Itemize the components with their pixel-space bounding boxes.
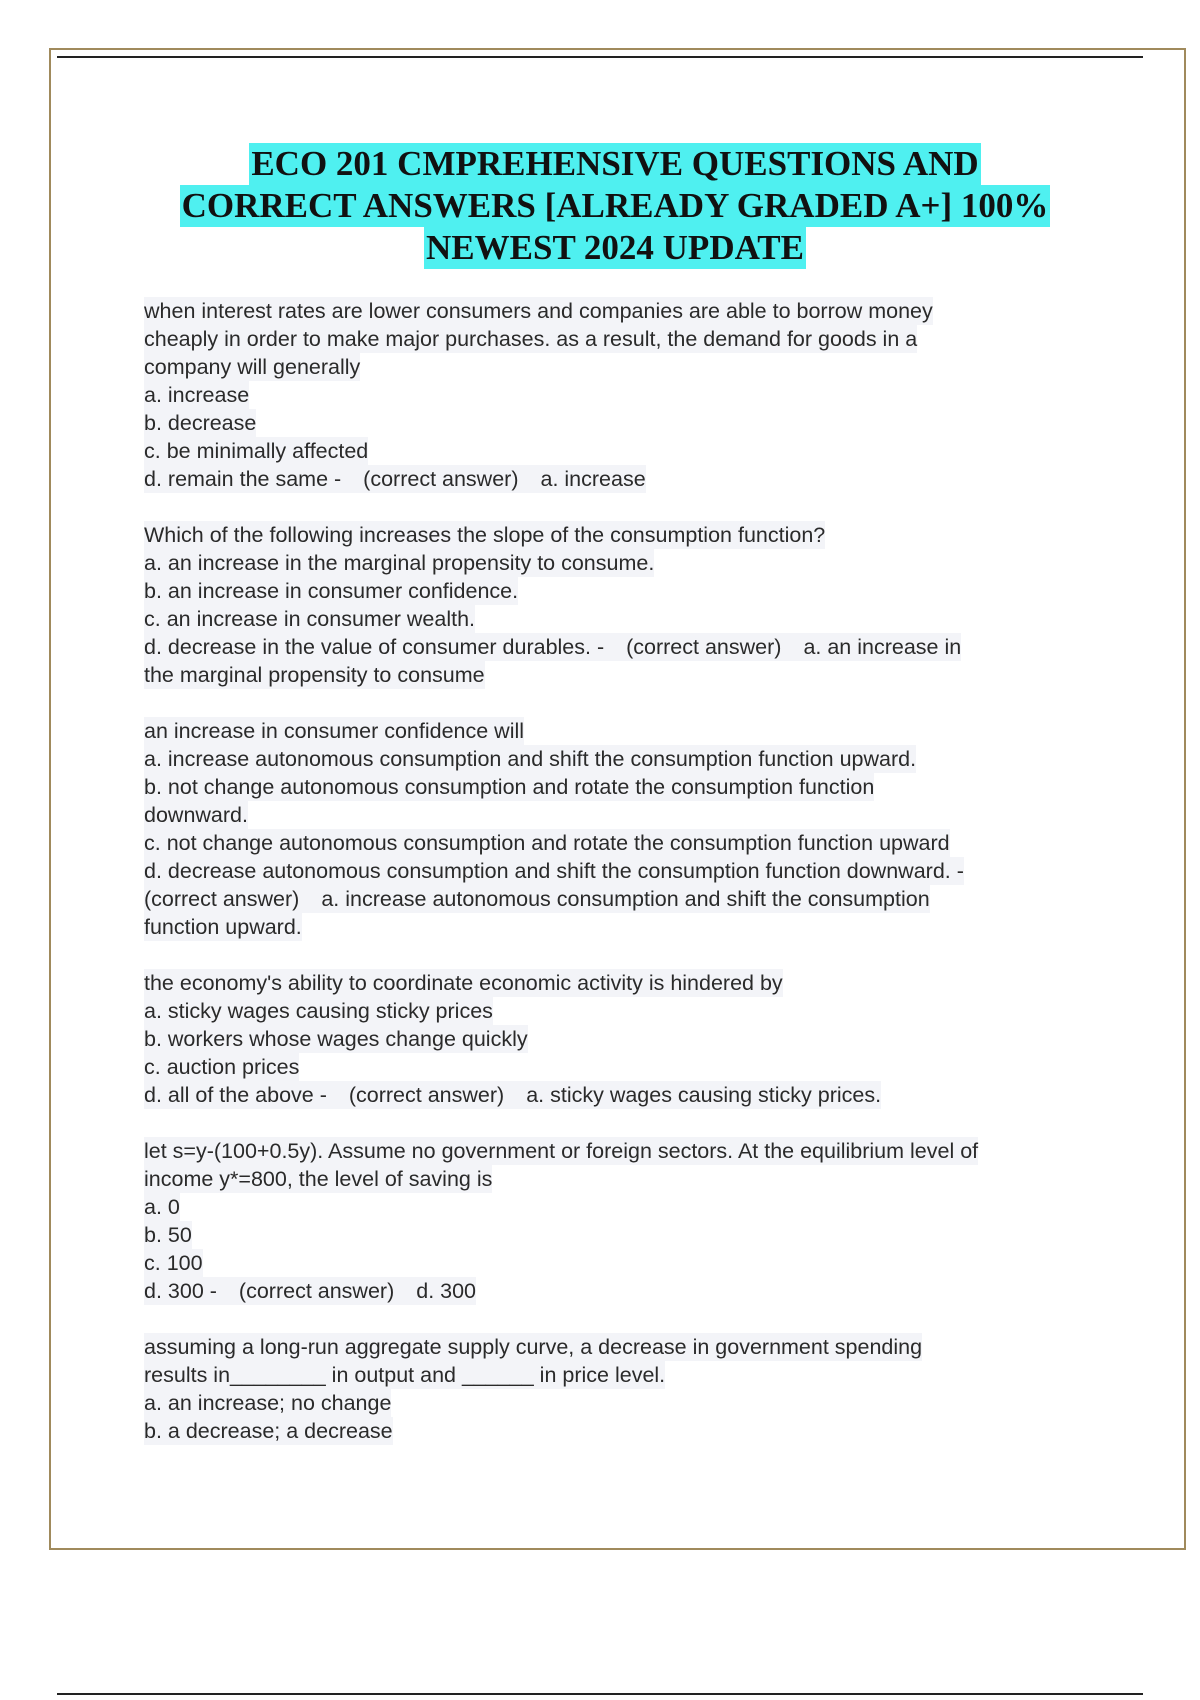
- option-d-with-answer: [144, 1277, 476, 1305]
- option-a: a. an increase; no change: [144, 1391, 392, 1415]
- option-c: c. 100: [144, 1251, 203, 1275]
- option-c: c. an increase in consumer wealth.: [144, 607, 476, 631]
- question-5: [144, 1137, 1089, 1305]
- question-6: [144, 1333, 1089, 1445]
- option-d: d. decrease in the value of consumer durables. -: [144, 635, 605, 659]
- question-6-line: assuming a long-run aggregate supply curve, a decrease in government spending: [144, 1335, 923, 1359]
- option-d: d. remain the same -: [144, 467, 342, 491]
- question-5-line: let s=y-(100+0.5y). Assume no government or foreign sectors. At the equilibrium level of: [144, 1139, 979, 1163]
- correct-answer-continued: the marginal propensity to consume: [144, 663, 485, 687]
- option-a: a. increase autonomous consumption and shift the consumption function upward.: [144, 747, 917, 771]
- correct-answer: a. increase autonomous consumption and shift the consumption: [321, 887, 930, 911]
- correct-answer: a. increase: [540, 467, 646, 491]
- option-b: b. workers whose wages change quickly: [144, 1027, 528, 1051]
- option-b: b. an increase in consumer confidence.: [144, 579, 519, 603]
- title-line-3: NEWEST 2024 UPDATE: [426, 228, 804, 267]
- question-1-line: company will generally: [144, 355, 361, 379]
- question-1: [144, 297, 1089, 493]
- option-a: a. an increase in the marginal propensity to consume.: [144, 551, 655, 575]
- correct-answer: d. 300: [416, 1279, 477, 1303]
- answer-tag: (correct answer): [144, 887, 300, 911]
- option-b: b. not change autonomous consumption and rotate the consumption function: [144, 775, 875, 799]
- option-b-continued: downward.: [144, 803, 248, 827]
- question-4: [144, 969, 1089, 1109]
- question-2-line: Which of the following increases the slope of the consumption function?: [144, 523, 826, 547]
- bottom-rule: [57, 1693, 1143, 1695]
- option-b: b. decrease: [144, 411, 257, 435]
- option-c: c. auction prices: [144, 1055, 300, 1079]
- answer-line: [144, 885, 930, 913]
- answer-tag: (correct answer): [238, 1279, 395, 1303]
- question-6-line: results in________ in output and ______ in price level.: [144, 1363, 666, 1387]
- title-line-1: ECO 201 CMPREHENSIVE QUESTIONS AND: [251, 144, 979, 183]
- option-d: d. decrease autonomous consumption and shift the consumption function downward. -: [144, 859, 964, 883]
- option-a: a. sticky wages causing sticky prices: [144, 999, 493, 1023]
- question-5-line: income y*=800, the level of saving is: [144, 1167, 493, 1191]
- option-d-with-answer: [144, 465, 646, 493]
- top-rule: [57, 56, 1143, 58]
- title-line-2: CORRECT ANSWERS [ALREADY GRADED A+] 100%: [181, 186, 1049, 225]
- question-1-line: cheaply in order to make major purchases. as a result, the demand for goods in a: [144, 327, 918, 351]
- document-title: [100, 143, 1130, 269]
- option-c: c. be minimally affected: [144, 439, 369, 463]
- option-b: b. a decrease; a decrease: [144, 1419, 393, 1443]
- answer-tag: (correct answer): [363, 467, 519, 491]
- option-d: d. all of the above -: [144, 1083, 327, 1107]
- option-b: b. 50: [144, 1223, 192, 1247]
- option-d-with-answer: [144, 633, 961, 661]
- correct-answer-continued: function upward.: [144, 915, 302, 939]
- question-2: [144, 521, 1089, 689]
- question-list: [144, 297, 1089, 1445]
- question-3-line: an increase in consumer confidence will: [144, 719, 525, 743]
- answer-tag: (correct answer): [348, 1083, 505, 1107]
- question-4-line: the economy's ability to coordinate economic activity is hindered by: [144, 971, 783, 995]
- correct-answer: a. sticky wages causing sticky prices.: [526, 1083, 882, 1107]
- option-c: c. not change autonomous consumption and rotate the consumption function upward: [144, 831, 950, 855]
- option-a: a. increase: [144, 383, 250, 407]
- option-d-with-answer: [144, 1081, 881, 1109]
- question-3: [144, 717, 1089, 941]
- question-1-line: when interest rates are lower consumers and companies are able to borrow money: [144, 299, 933, 323]
- option-d: d. 300 -: [144, 1279, 217, 1303]
- answer-tag: (correct answer): [626, 635, 782, 659]
- option-a: a. 0: [144, 1195, 180, 1219]
- correct-answer: a. an increase in: [803, 635, 962, 659]
